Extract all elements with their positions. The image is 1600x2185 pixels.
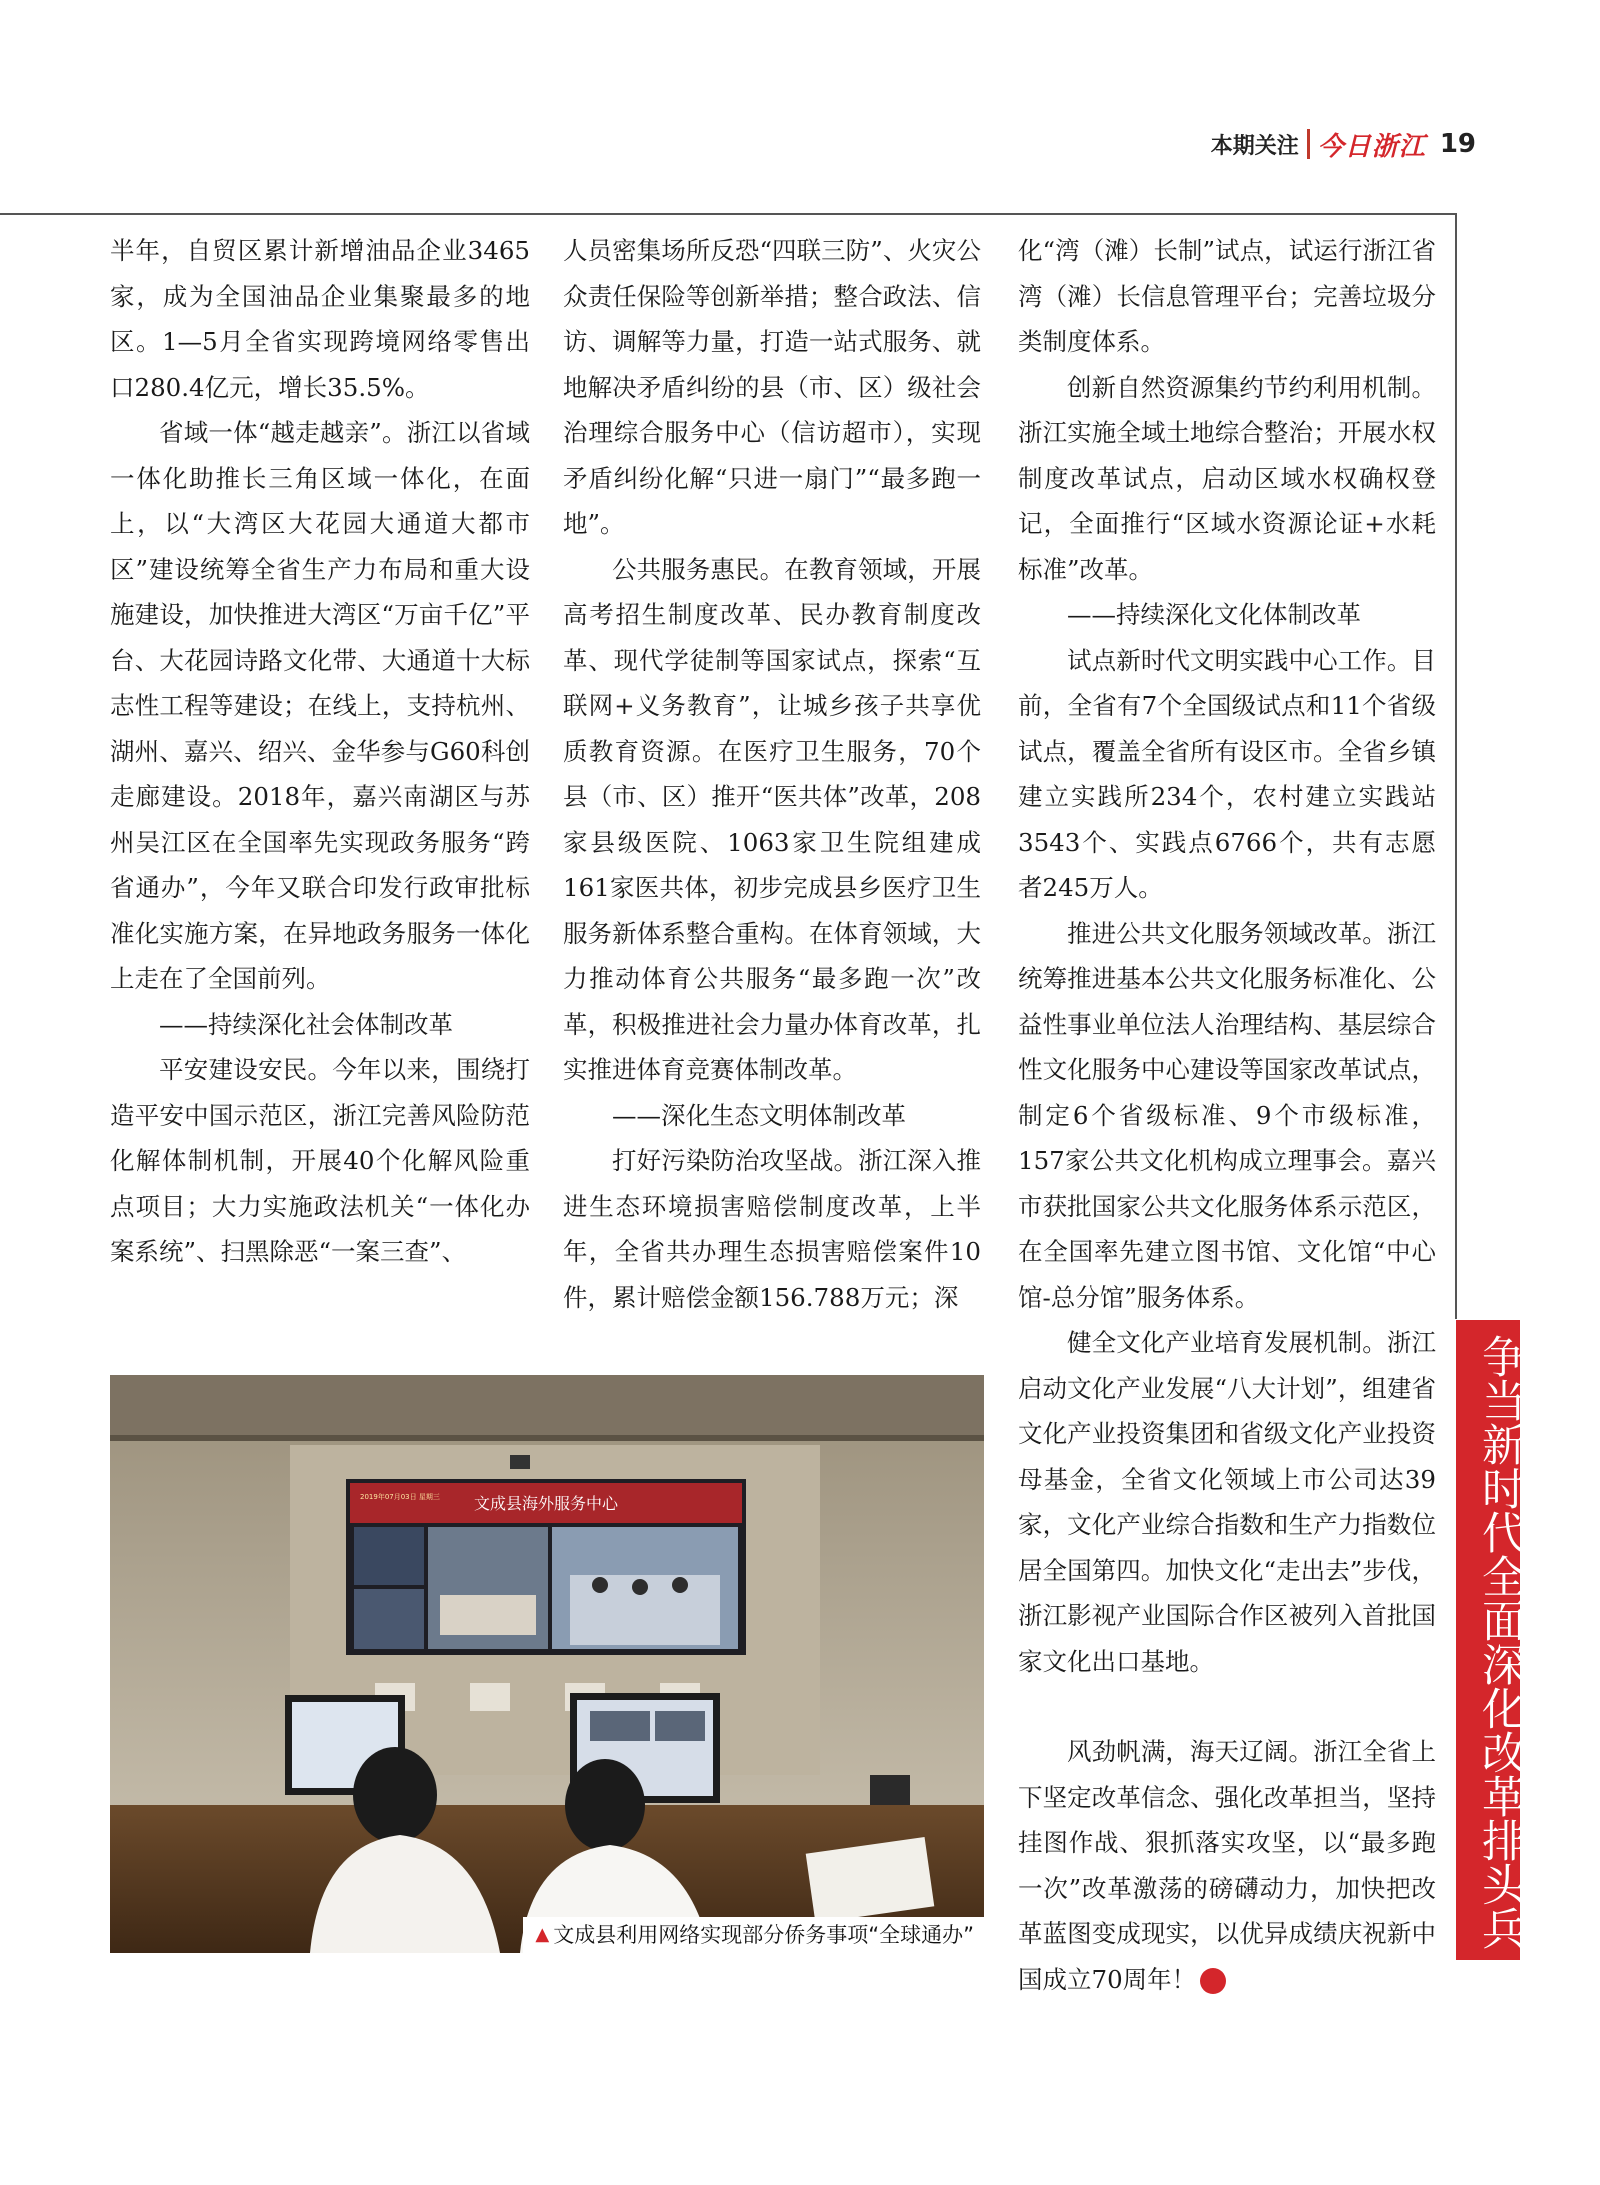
photo-caption	[523, 1917, 984, 1953]
paragraph: 化“湾（滩）长制”试点，试运行浙江省湾（滩）长信息管理平台；完善垃圾分类制度体系。	[1018, 236, 1436, 356]
paragraph: 推进公共文化服务领域改革。浙江统筹推进基本公共文化服务标准化、公益性事业单位法人治理结构、基层综合性文化服务中心建设等国家改革试点，制定6个省级标准、9个市级标准，157家公共文化机构成立理事会。嘉兴市获批国家公共文化服务体系示范区，在全国率先建立图书馆、文化馆“中心馆-总分馆”服务体系。	[1018, 918, 1436, 1312]
photo-illustration	[110, 1375, 984, 1953]
page-number: 19	[1439, 129, 1476, 159]
article-column-3	[1018, 228, 1436, 2002]
right-rule	[1455, 213, 1457, 1319]
paragraph: 人员密集场所反恐“四联三防”、火灾公众责任保险等创新举措；整合政法、信访、调解等力量，打造一站式服务、就地解决矛盾纠纷的县（市、区）级社会治理综合服务中心（信访超市），实现矛盾纠纷化解“只进一扇门”“最多跑一地”。	[563, 236, 981, 538]
article-column-2	[563, 228, 981, 1320]
magazine-logo: 今日浙江	[1317, 131, 1426, 162]
subheading: ——深化生态文明体制改革	[612, 1100, 906, 1130]
paragraph: 打好污染防治攻坚战。浙江深入推进生态环境损害赔偿制度改革，上半年，全省共办理生态损害赔偿案件10件，累计赔偿金额156.788万元；深	[563, 1146, 981, 1312]
paragraph: 半年，自贸区累计新增油品企业3465家，成为全国油品企业集聚最多的地区。1—5月全省实现跨境网络零售出口280.4亿元，增长35.5%。	[110, 236, 530, 402]
article-column-1	[110, 228, 530, 1275]
paragraph: 健全文化产业培育发展机制。浙江启动文化产业发展“八大计划”，组建省文化产业投资集团和省级文化产业投资母基金，全省文化领域上市公司达39家，文化产业综合指数和生产力指数位居全国第四。加快文化“走出去”步伐，浙江影视产业国际合作区被列入首批国家文化出口基地。	[1018, 1328, 1436, 1676]
section-label: 本期关注	[1210, 133, 1299, 159]
paragraph: 公共服务惠民。在教育领域，开展高考招生制度改革、民办教育制度改革、现代学徒制等国家试点，探索“互联网+义务教育”，让城乡孩子共享优质教育资源。在医疗卫生服务，70个县（市、区）推开“医共体”改革，208家县级医院、1063家卫生院组建成161家医共体，初步完成县乡医疗卫生服务新体系整合重构。在体育领域，大力推动体育公共服务“最多跑一次”改革，积极推进社会力量办体育改革，扎实推进体育竞赛体制改革。	[563, 554, 981, 1084]
article-photo	[110, 1375, 984, 1953]
side-banner	[1456, 1320, 1525, 1960]
header-divider	[1307, 129, 1310, 159]
page-header	[1211, 124, 1476, 164]
caption-text: 文成县利用网络实现部分侨务事项“全球通办”	[553, 1923, 974, 1947]
paragraph: 试点新时代文明实践中心工作。目前，全省有7个全国级试点和11个省级试点，覆盖全省所有设区市。全省乡镇建立实践所234个，农村建立实践站3543个、实践点6766个，共有志愿者245万人。	[1018, 645, 1436, 902]
paragraph: 平安建设安民。今年以来，围绕打造平安中国示范区，浙江完善风险防范化解体制机制，开展40个化解风险重点项目；大力实施政法机关“一体化办案系统”、扫黑除恶“一案三查”、	[110, 1055, 530, 1266]
closing-text: 风劲帆满，海天辽阔。浙江全省上下坚定改革信念、强化改革担当，坚持挂图作战、狠抓落实攻坚，以“最多跑一次”改革激荡的磅礴动力，加快把改革蓝图变成现实，以优异成绩庆祝新中国成立70周年！	[1018, 1737, 1436, 1994]
side-banner-text: 争当新时代全面深化改革排头兵	[1474, 1334, 1525, 1950]
top-rule	[0, 213, 1457, 215]
triangle-icon: ▲	[535, 1924, 550, 1945]
subheading: ——持续深化社会体制改革	[159, 1009, 453, 1039]
subheading: ——持续深化文化体制改革	[1067, 600, 1361, 629]
screen-date: 2019年07月03日 星期三	[360, 1493, 440, 1501]
paragraph: 创新自然资源集约节约利用机制。浙江实施全域土地综合整治；开展水权制度改革试点，启动区域水权确权登记，全面推行“区域水资源论证+水耗标准”改革。	[1018, 372, 1436, 584]
end-mark-icon: 今	[1200, 1968, 1226, 1994]
paragraph: 省域一体“越走越亲”。浙江以省域一体化助推长三角区域一体化，在面上，以“大湾区大花园大通道大都市区”建设统筹全省生产力布局和重大设施建设，加快推进大湾区“万亩千亿”平台、大花园诗路文化带、大通道十大标志性工程等建设；在线上，支持杭州、湖州、嘉兴、绍兴、金华参与G60科创走廊建设。2018年，嘉兴南湖区与苏州吴江区在全国率先实现政务服务“跨省通办”，今年又联合印发行政审批标准化实施方案，在异地政务服务一体化上走在了全国前列。	[110, 418, 530, 993]
screen-title: 文成县海外服务中心	[473, 1494, 619, 1513]
closing-paragraph	[1018, 1729, 1436, 2002]
